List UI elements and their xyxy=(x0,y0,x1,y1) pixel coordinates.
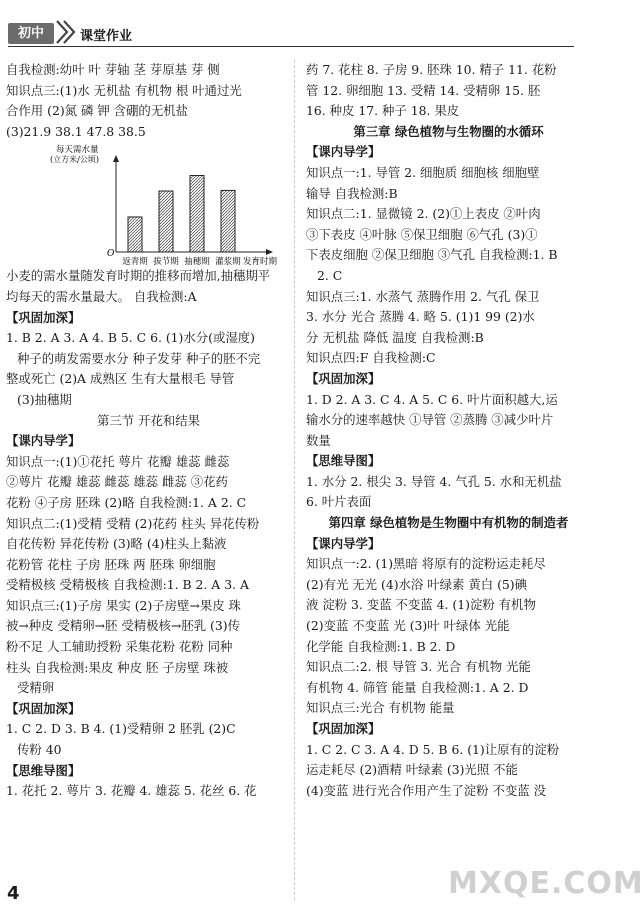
bar-返青期 xyxy=(128,217,142,252)
category-label: 灌浆期 xyxy=(215,257,241,268)
text-line: 1. C 2. C 3. A 4. D 5. B 6. (1)让原有的淀粉 xyxy=(306,741,560,757)
page-number: 4 xyxy=(7,883,20,904)
text-line: ③下表皮 ④叶脉 ⑤保卫细胞 ⑥气孔 (3)① xyxy=(306,226,538,242)
origin-label: O xyxy=(107,249,115,260)
text-line: 花粉管 花柱 子房 胚珠 两 胚珠 卵细胞 xyxy=(6,556,216,572)
text-line: ②萼片 花瓣 雄蕊 雌蕊 雄蕊 雌蕊 ③花药 xyxy=(6,474,228,490)
text-line: 管 12. 卵细胞 13. 受精 14. 受精卵 15. 胚 xyxy=(306,82,541,98)
text-line: 知识点一:(1)①花托 萼片 花瓣 雄蕊 雌蕊 xyxy=(6,453,230,469)
grade-badge: 初中 xyxy=(8,23,54,44)
text-line: 药 7. 花柱 8. 子房 9. 胚珠 10. 精子 11. 花粉 xyxy=(306,62,557,77)
bar-抽穗期 xyxy=(190,176,204,252)
text-line: 知识点三:光合 有机物 能量 xyxy=(306,700,455,716)
text-line: 知识点三:(1)子房 果实 (2)子房壁→果皮 珠 xyxy=(6,597,241,613)
bar-灌浆期 xyxy=(221,191,235,253)
text-line: 知识点三:1. 水蒸气 蒸腾作用 2. 气孔 保卫 xyxy=(306,288,540,304)
text-line: (3)21.9 38.1 47.8 38.5 xyxy=(6,123,146,139)
header-rule xyxy=(8,46,574,47)
text-line: 1. B 2. A 3. A 4. B 5. C 6. (1)水分(或湿度) xyxy=(6,330,256,346)
text-line: 知识点一:2. (1)黑暗 将原有的淀粉运走耗尽 xyxy=(306,556,546,572)
text-line: 传粉 40 xyxy=(17,742,62,758)
section-heading: 【课内导学】 xyxy=(306,535,381,551)
text-line: 知识点二:2. 根 导管 3. 光合 有机物 光能 xyxy=(306,659,531,675)
text-line: 2. C xyxy=(317,267,343,283)
text-line: 知识点二:(1)受精 受精 (2)花药 柱头 异花传粉 xyxy=(6,515,260,531)
section-heading: 【思维导图】 xyxy=(306,453,381,469)
text-line: 有机物 4. 筛管 能量 自我检测:1. A 2. D xyxy=(306,679,529,695)
text-line: (2)变蓝 不变蓝 光 (3)叶 叶绿体 光能 xyxy=(306,618,510,634)
text-line: 种子的萌发需要水分 种子发芽 种子的胚不完 xyxy=(17,350,261,366)
water-demand-chart xyxy=(6,144,278,268)
text-line: 均每天的需水量最大。 自我检测:A xyxy=(6,288,197,304)
text-line: (2)有光 无光 (4)水浴 叶绿素 黄白 (5)碘 xyxy=(306,576,528,592)
text-line: 自我检测:幼叶 叶 芽轴 茎 芽原基 芽 侧 xyxy=(6,62,220,77)
text-line: 受精卵 xyxy=(17,680,55,696)
y-axis-label: 每天需水量 xyxy=(56,145,99,156)
bar-拔节期 xyxy=(159,191,173,252)
category-label: 拔节期 xyxy=(153,257,179,268)
section-heading: 【巩固加深】 xyxy=(6,309,81,325)
text-line: 数量 xyxy=(306,432,331,448)
text-line: 知识点一:1. 导管 2. 细胞质 细胞核 细胞壁 xyxy=(306,164,540,180)
text-line: (4)变蓝 进行光合作用产生了淀粉 不变蓝 没 xyxy=(306,782,547,798)
text-line: 1. D 2. A 3. C 4. A 5. C 6. 叶片面积越大,运 xyxy=(306,391,558,407)
text-line: 输导 自我检测:B xyxy=(306,185,398,201)
watermark: MXQE.COM xyxy=(448,866,644,901)
category-label: 返青期 xyxy=(122,257,148,268)
x-axis-label: 发育时期 xyxy=(242,257,278,268)
section-heading: 【巩固加深】 xyxy=(306,370,381,386)
text-line: 小麦的需水量随发育时期的推移而增加,抽穗期平 xyxy=(6,268,271,284)
text-line: 整或死亡 (2)A 成熟区 生有大量根毛 导管 xyxy=(6,371,235,387)
text-line: 1. 花托 2. 萼片 3. 花瓣 4. 雄蕊 5. 花丝 6. 花 xyxy=(6,783,257,799)
section-heading: 【课内导学】 xyxy=(6,433,81,449)
text-line: 柱头 自我检测:果皮 种皮 胚 子房壁 珠被 xyxy=(6,659,229,675)
text-line: 被→种皮 受精卵→胚 受精极核→胚乳 (3)传 xyxy=(6,618,240,634)
section-heading: 【巩固加深】 xyxy=(306,721,381,736)
right-text xyxy=(306,60,591,801)
left-text-after-chart xyxy=(6,266,291,801)
text-line: 分 无机盐 降低 温度 自我检测:B xyxy=(306,329,484,345)
text-line: 知识点三:(1)水 无机盐 有机物 根 叶通过光 xyxy=(6,82,242,98)
text-line: 液 淀粉 3. 变蓝 不变蓝 4. (1)淀粉 有机物 xyxy=(306,597,536,613)
section-heading: 【思维导图】 xyxy=(6,762,81,778)
subsection-heading: 第三节 开花和结果 xyxy=(96,412,201,428)
text-line: 粉不足 人工辅助授粉 采集花粉 花粉 同种 xyxy=(6,639,233,655)
bar-chart-svg xyxy=(6,144,278,268)
text-line: 化学能 自我检测:1. B 2. D xyxy=(306,638,456,654)
text-line: 知识点四:F 自我检测:C xyxy=(306,350,436,366)
section-heading: 【巩固加深】 xyxy=(6,700,81,716)
text-line: 合作用 (2)氮 磷 钾 含硼的无机盐 xyxy=(6,103,188,119)
y-axis-arrow xyxy=(113,155,119,162)
text-line: 输水分的速率越快 ①导管 ②蒸腾 ③减少叶片 xyxy=(306,412,554,428)
double-chevron-icon xyxy=(55,18,77,46)
x-axis-arrow xyxy=(266,249,273,255)
text-line: (3)抽穗期 xyxy=(17,391,72,407)
section-heading: 【课内导学】 xyxy=(306,144,381,160)
text-line: 下表皮细胞 ②保卫细胞 ③气孔 自我检测:1. B xyxy=(306,247,558,263)
y-axis-unit-label: (立方米/公顷) xyxy=(50,155,99,165)
text-line: 知识点二:1. 显微镜 2. (2)①上表皮 ②叶肉 xyxy=(306,206,541,222)
text-line: 运走耗尽 (2)酒精 叶绿素 (3)光照 不能 xyxy=(306,762,518,778)
text-line: 花粉 ④子房 胚珠 (2)略 自我检测:1. A 2. C xyxy=(6,494,247,510)
text-line: 6. 叶片表面 xyxy=(306,494,372,510)
left-text-before-chart xyxy=(6,60,291,142)
right-column xyxy=(306,60,591,801)
text-line: 自花传粉 异花传粉 (3)略 (4)柱头上黏液 xyxy=(6,536,227,552)
chapter-heading: 第四章 绿色植物是生物圈中有机物的制造者 xyxy=(328,515,569,531)
text-line: 16. 种皮 17. 种子 18. 果皮 xyxy=(306,103,460,119)
column-divider xyxy=(294,60,295,900)
category-label: 抽穗期 xyxy=(184,257,210,268)
chapter-heading: 第三章 绿色植物与生物圈的水循环 xyxy=(353,123,544,139)
left-column xyxy=(6,60,291,802)
text-line: 受精极核 受精极核 自我检测:1. B 2. A 3. A xyxy=(6,577,249,593)
text-line: 3. 水分 光合 蒸腾 4. 略 5. (1)1 99 (2)水 xyxy=(306,309,535,325)
text-line: 1. 水分 2. 根尖 3. 导管 4. 气孔 5. 水和无机盐 xyxy=(306,473,562,489)
header-title: 课堂作业 xyxy=(80,29,133,44)
text-line: 1. C 2. D 3. B 4. (1)受精卵 2 胚乳 (2)C xyxy=(6,721,236,737)
